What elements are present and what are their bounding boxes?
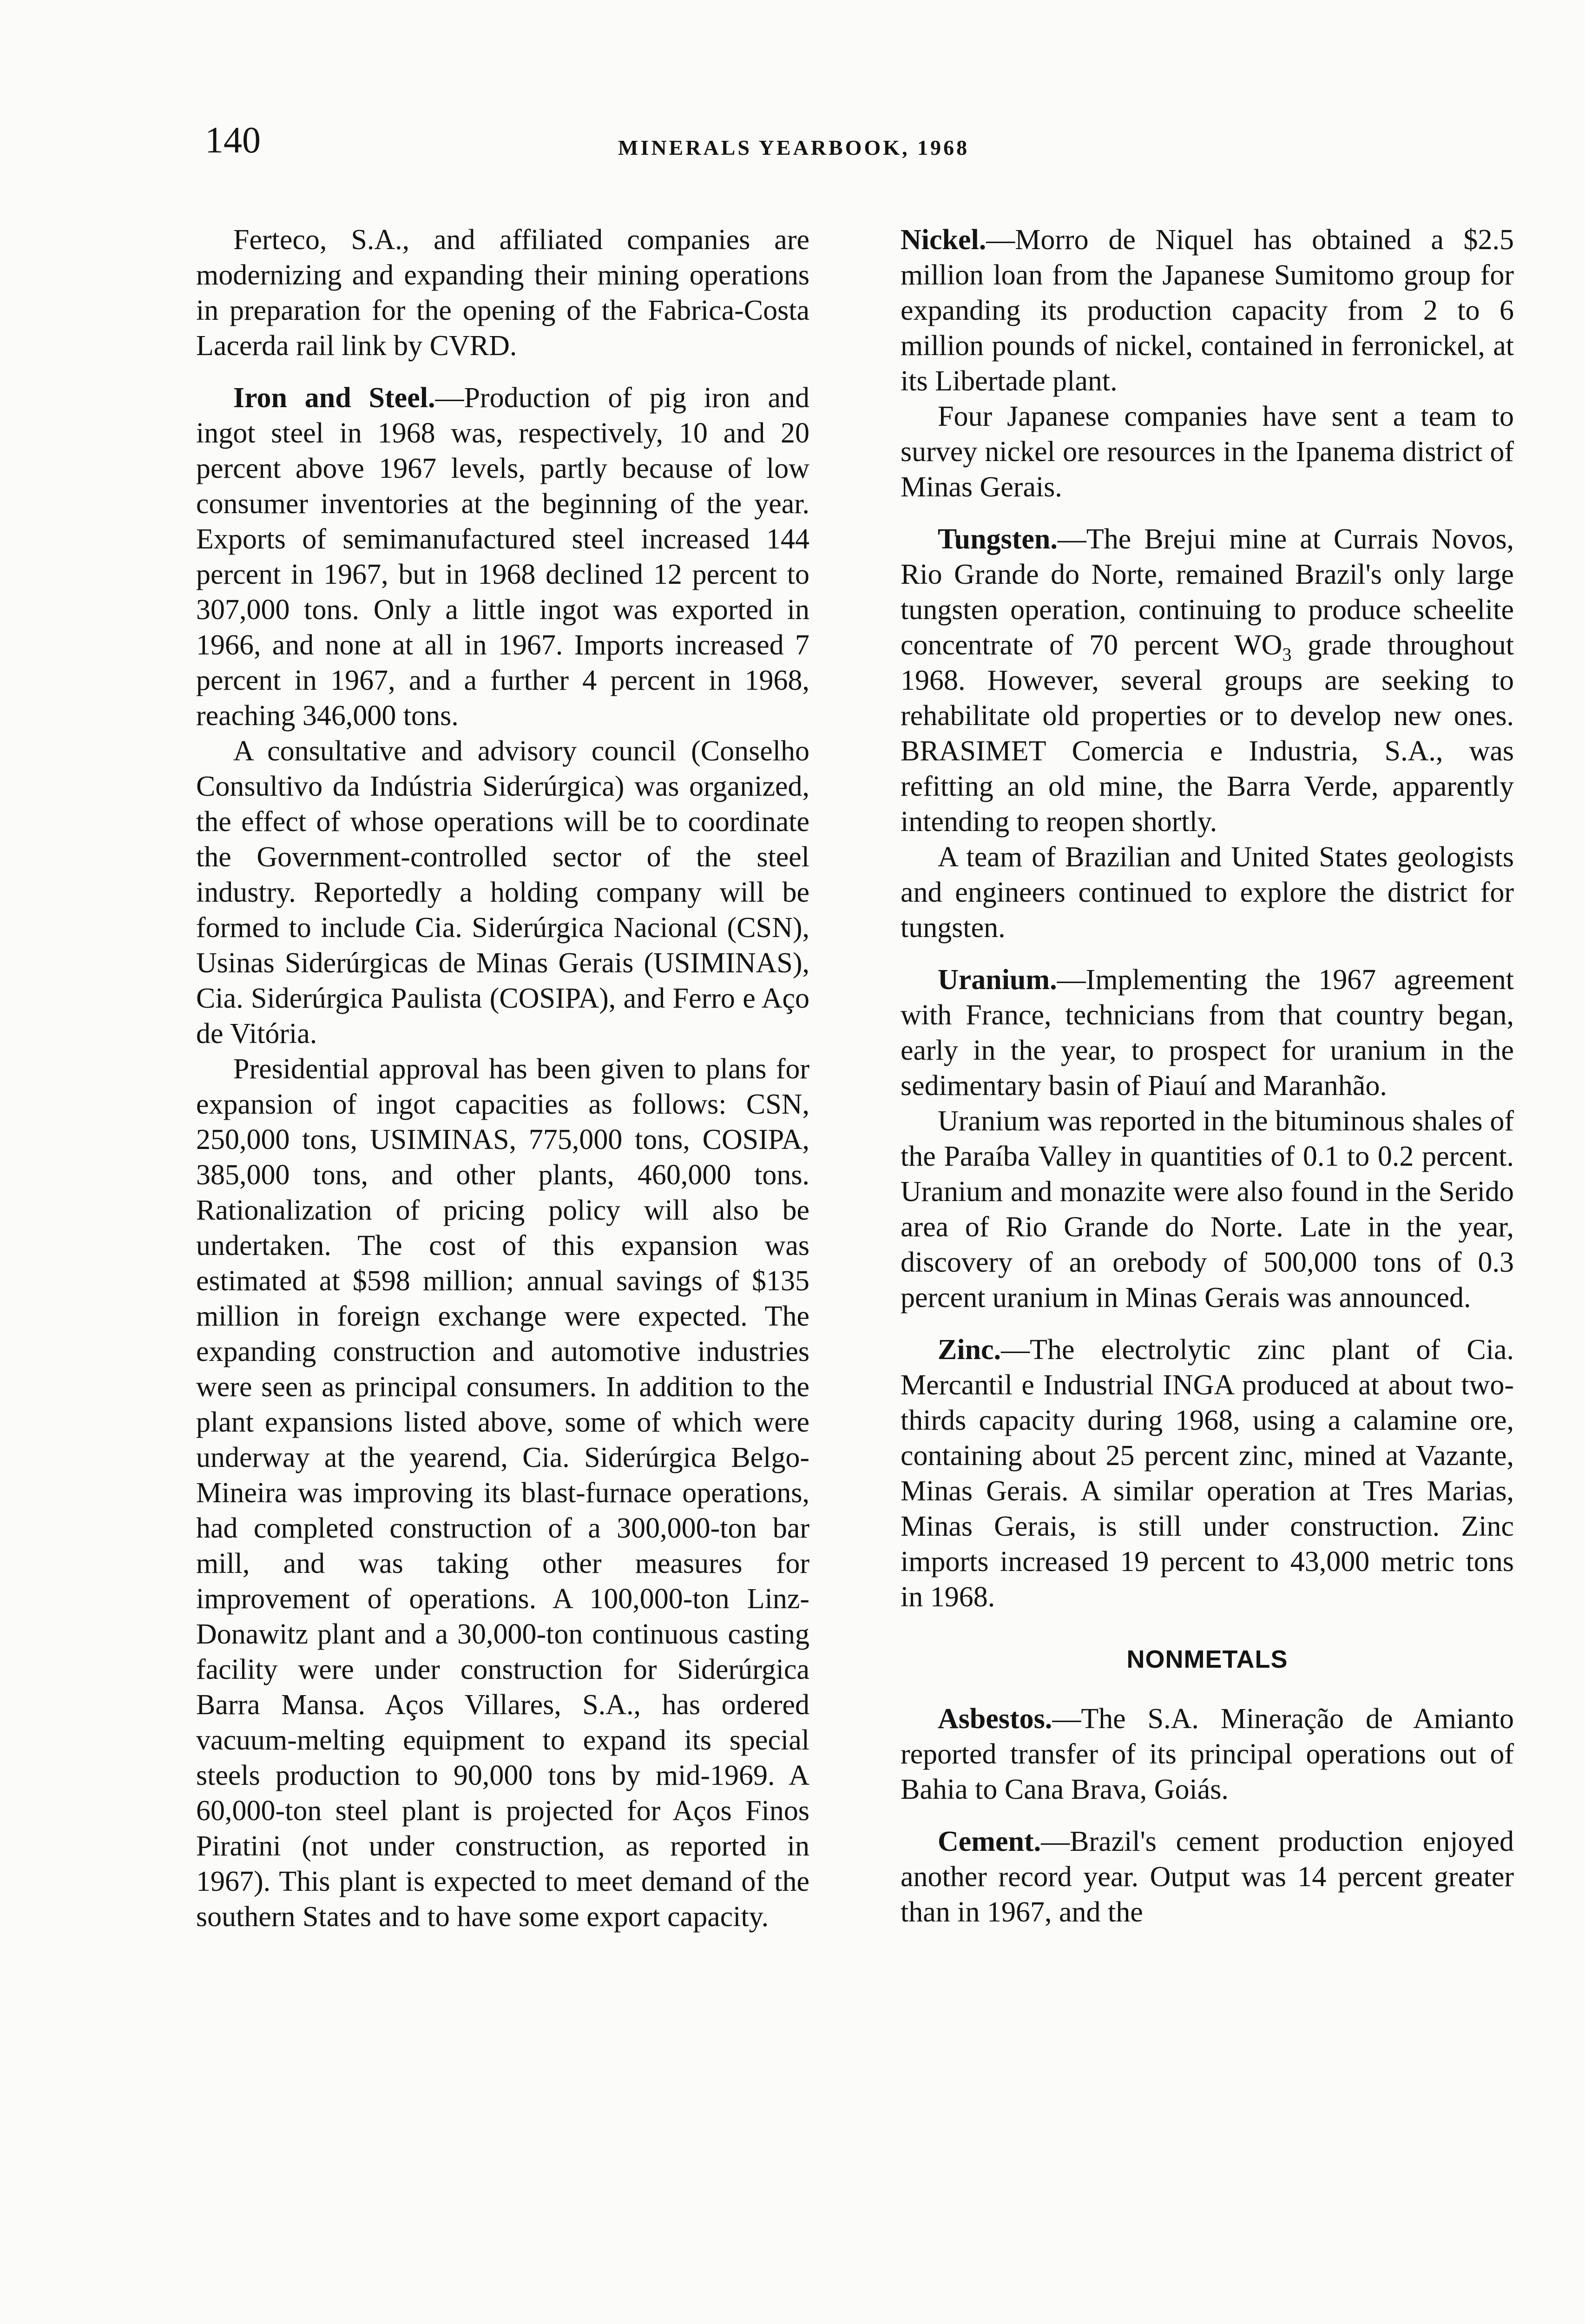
- uranium-paragraph-1: [901, 962, 1514, 1103]
- nickel-heading: Nickel.: [901, 224, 987, 256]
- iron-steel-paragraph-2: A consultative and advisory council (Conselho Consultivo da Indústria Siderúrgica) was organized, the effect of whose operations will be to coordinate the Government-controlled sector of the steel industry. Reportedly a holding company will be formed to include Cia. Siderúrgica Nacional (CSN), Usinas Siderúrgicas de Minas Gerais (USIMINAS), Cia. Siderúrgica Paulista (COSIPA), and Ferro e Aço de Vitória.: [196, 735, 809, 1050]
- left-column: [196, 222, 809, 1934]
- tungsten-heading: Tungsten.: [938, 523, 1058, 555]
- iron-steel-paragraph-3: Presidential approval has been given to plans for expansion of ingot capacities as follows: CSN, 250,000 tons, USIMINAS, 775,000 tons, COSIPA, 385,000 tons, and other plants, 460,000 tons. Rationalization of pricing policy will also be undertaken. The cost of this expansion was estimated at $598 million; annual savings of $135 million in foreign exchange were expected. The expanding construction and automotive industries were seen as principal consumers. In addition to the plant expansions listed above, some of which were underway at the yearend, Cia. Siderúrgica Belgo-Mineira was improving its blast-furnace operations, had completed construction of a 300,000-ton bar mill, and was taking other measures for improvement of operations. A 100,000-ton Linz-Donawitz plant and a 30,000-ton continuous casting facility were under construction for Siderúrgica Barra Mansa. Aços Villares, S.A., has ordered vacuum-melting equipment to expand its special steels production to 90,000 tons by mid-1969. A 60,000-ton steel plant is projected for Aços Finos Piratini (not under construction, as reported in 1967). This plant is expected to meet demand of the southern States and to have some export capacity.: [196, 1053, 809, 1933]
- tungsten-paragraph-1: [901, 522, 1514, 839]
- iron-steel-heading: Iron and Steel.: [233, 382, 435, 414]
- uranium-text-1: —Implementing the 1967 agreement with France, technicians from that country began, early in the year, to prospect for uranium in the sedimentary basin of Piauí and Maranhão.: [901, 964, 1514, 1102]
- zinc-paragraph-1: [901, 1332, 1514, 1615]
- iron-steel-text-1: —Production of pig iron and ingot steel in 1968 was, respectively, 10 and 20 percent above 1967 levels, partly because of low consumer inventories at the beginning of the year. Exports of semimanufactured steel increased 144 percent in 1967, but in 1968 declined 12 percent to 307,000 tons. Only a little ingot was exported in 1966, and none at all in 1967. Imports increased 7 percent in 1967, and a further 4 percent in 1968, reaching 346,000 tons.: [196, 382, 809, 732]
- nickel-paragraph-1: [901, 222, 1514, 399]
- asbestos-text-1: —The S.A. Mineração de Amianto reported transfer of its principal operations out of Bahia to Cana Brava, Goiás.: [901, 1703, 1514, 1805]
- tungsten-subscript: 3: [1282, 644, 1292, 665]
- tungsten-text-1a: —The Brejui mine at Currais Novos, Rio Grande do Norte, remained Brazil's only large tungsten operation, continuing to produce scheelite concentrate of 70 percent WO: [901, 523, 1514, 661]
- uranium-paragraph-2: Uranium was reported in the bituminous shales of the Paraíba Valley in quantities of 0.1 to 0.2 percent. Uranium and monazite were also found in the Serido area of Rio Grande do Norte. Late in the year, discovery of an orebody of 500,000 tons of 0.3 percent uranium in Minas Gerais was announced.: [901, 1105, 1514, 1314]
- zinc-text-1: —The electrolytic zinc plant of Cia. Mercantil e Industrial INGA produced at about two-thirds capacity during 1968, using a calamine ore, containing about 25 percent zinc, mined at Vazante, Minas Gerais. A similar operation at Tres Marias, Minas Gerais, is still under construction. Zinc imports increased 19 percent to 43,000 metric tons in 1968.: [901, 1334, 1514, 1613]
- page-number: 140: [205, 120, 261, 161]
- right-column: [901, 222, 1514, 1930]
- cement-heading: Cement.: [938, 1826, 1041, 1857]
- tungsten-paragraph-2: A team of Brazilian and United States geologists and engineers continued to explore the district for tungsten.: [901, 841, 1514, 944]
- cement-paragraph-1: [901, 1824, 1514, 1930]
- running-title: MINERALS YEARBOOK, 1968: [618, 136, 970, 159]
- iron-steel-paragraph-1: [196, 380, 809, 733]
- nonmetals-section-title: NONMETALS: [1126, 1645, 1288, 1673]
- nickel-paragraph-2: Four Japanese companies have sent a team to survey nickel ore resources in the Ipanema district of Minas Gerais.: [901, 401, 1514, 503]
- nickel-text-1: —Morro de Niquel has obtained a $2.5 million loan from the Japanese Sumitomo group for expanding its production capacity from 2 to 6 million pounds of nickel, contained in ferronickel, at its Libertade plant.: [901, 224, 1514, 397]
- ferteco-paragraph: Ferteco, S.A., and affiliated companies are modernizing and expanding their mining operations in preparation for the opening of the Fabrica-Costa Lacerda rail link by CVRD.: [196, 224, 809, 362]
- asbestos-heading: Asbestos.: [938, 1703, 1052, 1735]
- uranium-heading: Uranium.: [938, 964, 1057, 996]
- cement-text-1: —Brazil's cement production enjoyed another record year. Output was 14 percent greater than in 1967, and the: [901, 1826, 1514, 1928]
- tungsten-text-1b: grade throughout 1968. However, several groups are seeking to rehabilitate old properties or to develop new ones. BRASIMET Comercia e Industria, S.A., was refitting an old mine, the Barra Verde, apparently intending to reopen shortly.: [901, 629, 1514, 838]
- asbestos-paragraph-1: [901, 1701, 1514, 1807]
- zinc-heading: Zinc.: [938, 1334, 1001, 1366]
